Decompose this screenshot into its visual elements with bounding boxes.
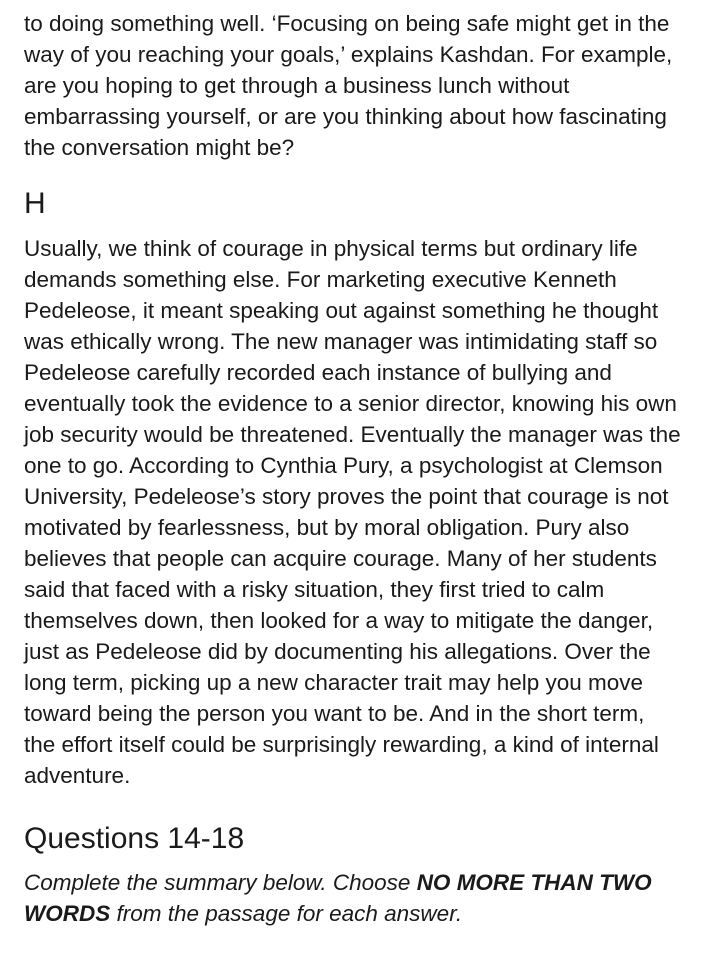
section-h-paragraph xyxy=(24,233,714,791)
text-line: long term, picking up a new character trait may help you move xyxy=(24,670,644,695)
instruction-text: from the passage for each answer. xyxy=(110,901,463,926)
instructions-line-1 xyxy=(24,867,714,898)
text-line: Pedeleose, it meant speaking out against something he thought xyxy=(24,298,659,323)
text-line: to doing something well. ‘Focusing on being safe might get in the xyxy=(24,11,670,36)
text-line: job security would be threatened. Eventually the manager was the xyxy=(24,422,681,447)
text-line: the conversation might be? xyxy=(24,135,295,160)
text-line: believes that people can acquire courage. Many of her students xyxy=(24,546,657,571)
instruction-emphasis: NO MORE THAN TWO xyxy=(416,870,652,895)
text-line: University, Pedeleose’s story proves the point that courage is not xyxy=(24,484,669,509)
text-line: said that faced with a risky situation, they first tried to calm xyxy=(24,577,605,602)
text-line: Pedeleose carefully recorded each instance of bullying and xyxy=(24,360,612,385)
document-page xyxy=(24,8,714,929)
text-line: are you hoping to get through a business lunch without xyxy=(24,73,570,98)
text-line: embarrassing yourself, or are you thinking about how fascinating xyxy=(24,104,667,129)
text-line: just as Pedeleose did by documenting his allegations. Over the xyxy=(24,639,651,664)
passage-intro-paragraph xyxy=(24,8,714,163)
text-line: one to go. According to Cynthia Pury, a psychologist at Clemson xyxy=(24,453,663,478)
text-line: the effort itself could be surprisingly rewarding, a kind of internal xyxy=(24,732,659,757)
text-line: way of you reaching your goals,’ explains Kashdan. For example, xyxy=(24,42,673,67)
section-heading-h: H xyxy=(24,187,46,220)
text-line: was ethically wrong. The new manager was intimidating staff so xyxy=(24,329,658,354)
instructions-line-2 xyxy=(24,898,714,929)
text-line: toward being the person you want to be. And in the short term, xyxy=(24,701,645,726)
text-line: adventure. xyxy=(24,763,131,788)
instruction-text: Complete the summary below. Choose xyxy=(24,870,417,895)
text-line: motivated by fearlessness, but by moral obligation. Pury also xyxy=(24,515,630,540)
instruction-emphasis: WORDS xyxy=(24,901,111,926)
text-line: demands something else. For marketing executive Kenneth xyxy=(24,267,617,292)
text-line: eventually took the evidence to a senior director, knowing his own xyxy=(24,391,677,416)
questions-heading: Questions 14-18 xyxy=(24,822,245,855)
instructions-text xyxy=(24,867,714,929)
text-line: Usually, we think of courage in physical terms but ordinary life xyxy=(24,236,638,261)
text-line: themselves down, then looked for a way to mitigate the danger, xyxy=(24,608,654,633)
